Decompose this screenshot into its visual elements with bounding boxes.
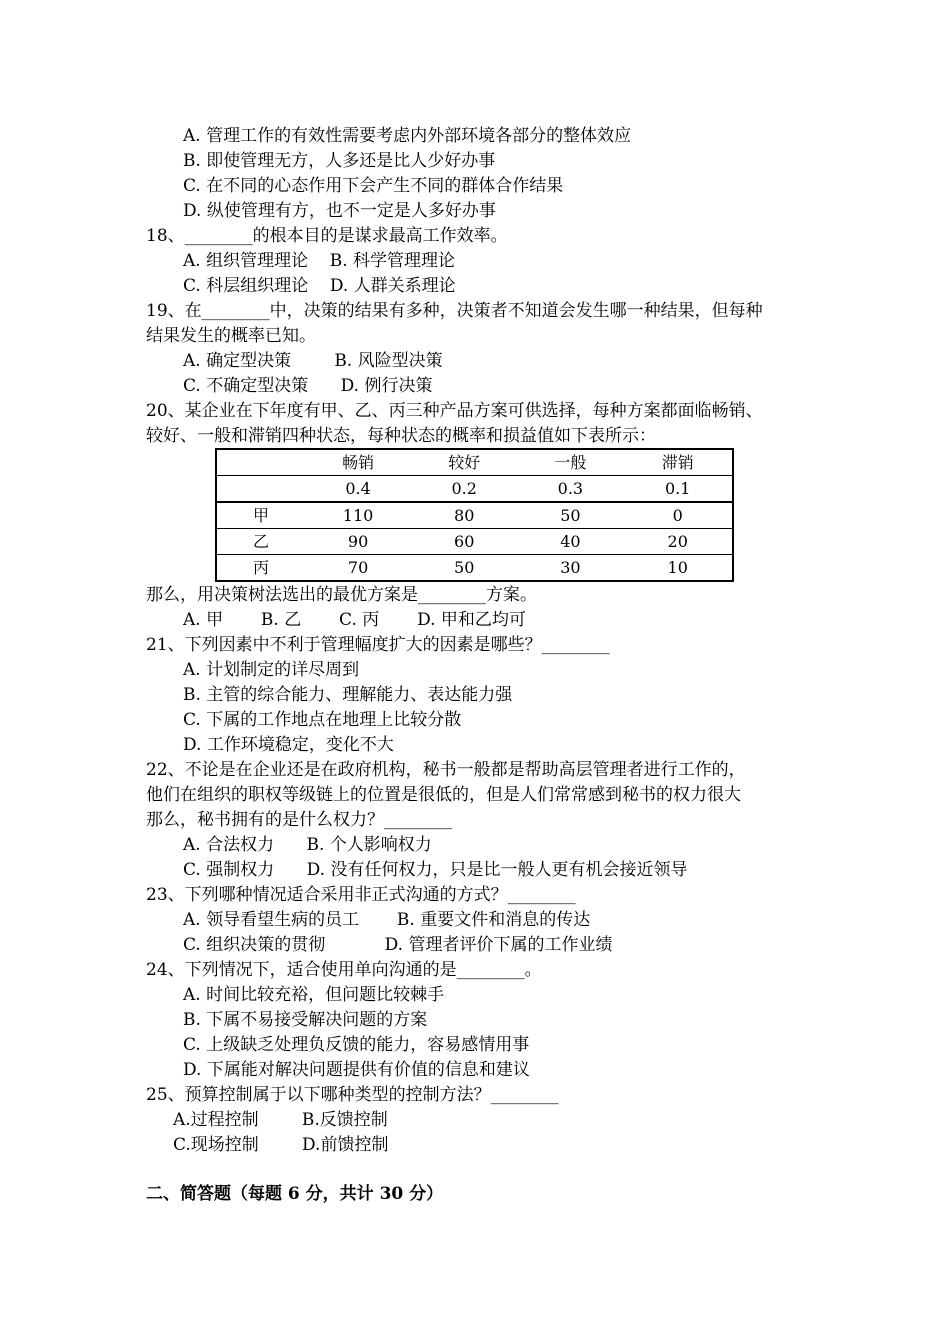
table-cell: 70 — [305, 555, 411, 582]
table-cell: 0.4 — [305, 476, 411, 503]
q24-option-b: B. 下属不易接受解决问题的方案 — [183, 1010, 428, 1030]
q21-stem: 21、下列因素中不利于管理幅度扩大的因素是哪些？________ — [146, 635, 610, 655]
q17-option-d: D. 纵使管理有方，也不一定是人多好办事 — [183, 201, 496, 221]
table-cell — [216, 449, 305, 476]
table-cell: 50 — [517, 502, 623, 529]
table-cell: 80 — [411, 502, 517, 529]
q18-stem: 18、________的根本目的是谋求最高工作效率。 — [146, 226, 508, 246]
table-cell: 0.2 — [411, 476, 517, 503]
q17-option-b: B. 即使管理无方，人多还是比人少好办事 — [183, 151, 496, 171]
q24-stem: 24、下列情况下，适合使用单向沟通的是________。 — [146, 960, 542, 980]
q21-option-b: B. 主管的综合能力、理解能力、表达能力强 — [183, 685, 513, 705]
payoff-table — [215, 448, 734, 582]
q20-stem-line1: 20、某企业在下年度有甲、乙、丙三种产品方案可供选择，每种方案都面临畅销、 — [146, 401, 763, 421]
table-probability-row — [216, 476, 733, 503]
table-cell: 畅销 — [342, 453, 375, 472]
section-heading: 二、简答题（每题 6 分，共计 30 分） — [146, 1184, 444, 1204]
q23-options-cd: C. 组织决策的贯彻 D. 管理者评价下属的工作业绩 — [183, 935, 613, 955]
q21-option-c: C. 下属的工作地点在地理上比较分散 — [183, 710, 462, 730]
q20-options: A. 甲 B. 乙 C. 丙 D. 甲和乙均可 — [183, 610, 526, 630]
table-cell: 30 — [517, 555, 623, 582]
q20-stem-line2: 较好、一般和滞销四种状态，每种状态的概率和损益值如下表所示： — [146, 426, 656, 446]
q22-options-ab: A. 合法权力 B. 个人影响权力 — [183, 835, 432, 855]
table-cell: 0.1 — [623, 476, 733, 503]
q19-options-cd: C. 不确定型决策 D. 例行决策 — [183, 376, 433, 396]
table-row — [216, 555, 733, 582]
q24-option-d: D. 下属能对解决问题提供有价值的信息和建议 — [183, 1060, 530, 1080]
q24-option-a: A. 时间比较充裕，但问题比较棘手 — [183, 985, 445, 1005]
table-row — [216, 502, 733, 529]
table-header-row — [216, 449, 733, 476]
table-cell: 滞销 — [661, 453, 694, 472]
table-row — [216, 529, 733, 555]
q25-options-ab: A.过程控制 B.反馈控制 — [173, 1110, 388, 1130]
q19-stem-line2: 结果发生的概率已知。 — [146, 326, 316, 346]
table-cell: 110 — [305, 502, 411, 529]
q22-stem-line1: 22、不论是在企业还是在政府机构，秘书一般都是帮助高层管理者进行工作的， — [146, 760, 746, 780]
q24-option-c: C. 上级缺乏处理负反馈的能力，容易感情用事 — [183, 1035, 530, 1055]
q22-options-cd: C. 强制权力 D. 没有任何权力，只是比一般人更有机会接近领导 — [183, 860, 688, 880]
table-cell: 90 — [305, 529, 411, 555]
q21-option-a: A. 计划制定的详尽周到 — [183, 660, 360, 680]
q20-stem-line3: 那么，用决策树法选出的最优方案是________方案。 — [146, 585, 537, 605]
q19-options-ab: A. 确定型决策 B. 风险型决策 — [183, 351, 443, 371]
q25-stem: 25、预算控制属于以下哪种类型的控制方法？________ — [146, 1085, 559, 1105]
table-cell: 60 — [411, 529, 517, 555]
table-cell — [216, 476, 305, 503]
table-cell: 0.3 — [517, 476, 623, 503]
q23-stem: 23、下列哪种情况适合采用非正式沟通的方式？________ — [146, 885, 576, 905]
table-cell: 较好 — [448, 453, 481, 472]
q21-option-d: D. 工作环境稳定，变化不大 — [183, 735, 394, 755]
q22-stem-line2: 他们在组织的职权等级链上的位置是很低的，但是人们常常感到秘书的权力很大 — [146, 785, 741, 805]
q17-option-a: A. 管理工作的有效性需要考虑内外部环境各部分的整体效应 — [183, 126, 632, 146]
table-cell: 0 — [623, 502, 733, 529]
q18-options-cd: C. 科层组织理论 D. 人群关系理论 — [183, 276, 456, 296]
table-cell: 甲 — [216, 502, 305, 529]
table-cell: 50 — [411, 555, 517, 582]
table-cell: 丙 — [216, 555, 305, 582]
q19-stem-line1: 19、在________中，决策的结果有多种，决策者不知道会发生哪一种结果，但每种 — [146, 301, 763, 321]
table-cell: 10 — [623, 555, 733, 582]
table-cell: 20 — [623, 529, 733, 555]
table-cell: 乙 — [216, 529, 305, 555]
table-cell: 40 — [517, 529, 623, 555]
q23-options-ab: A. 领导看望生病的员工 B. 重要文件和消息的传达 — [183, 910, 591, 930]
q18-options-ab: A. 组织管理理论 B. 科学管理理论 — [183, 251, 455, 271]
table-cell: 一般 — [554, 453, 587, 472]
q17-option-c: C. 在不同的心态作用下会产生不同的群体合作结果 — [183, 176, 564, 196]
q22-stem-line3: 那么，秘书拥有的是什么权力？________ — [146, 810, 452, 830]
q25-options-cd: C.现场控制 D.前馈控制 — [173, 1135, 389, 1155]
